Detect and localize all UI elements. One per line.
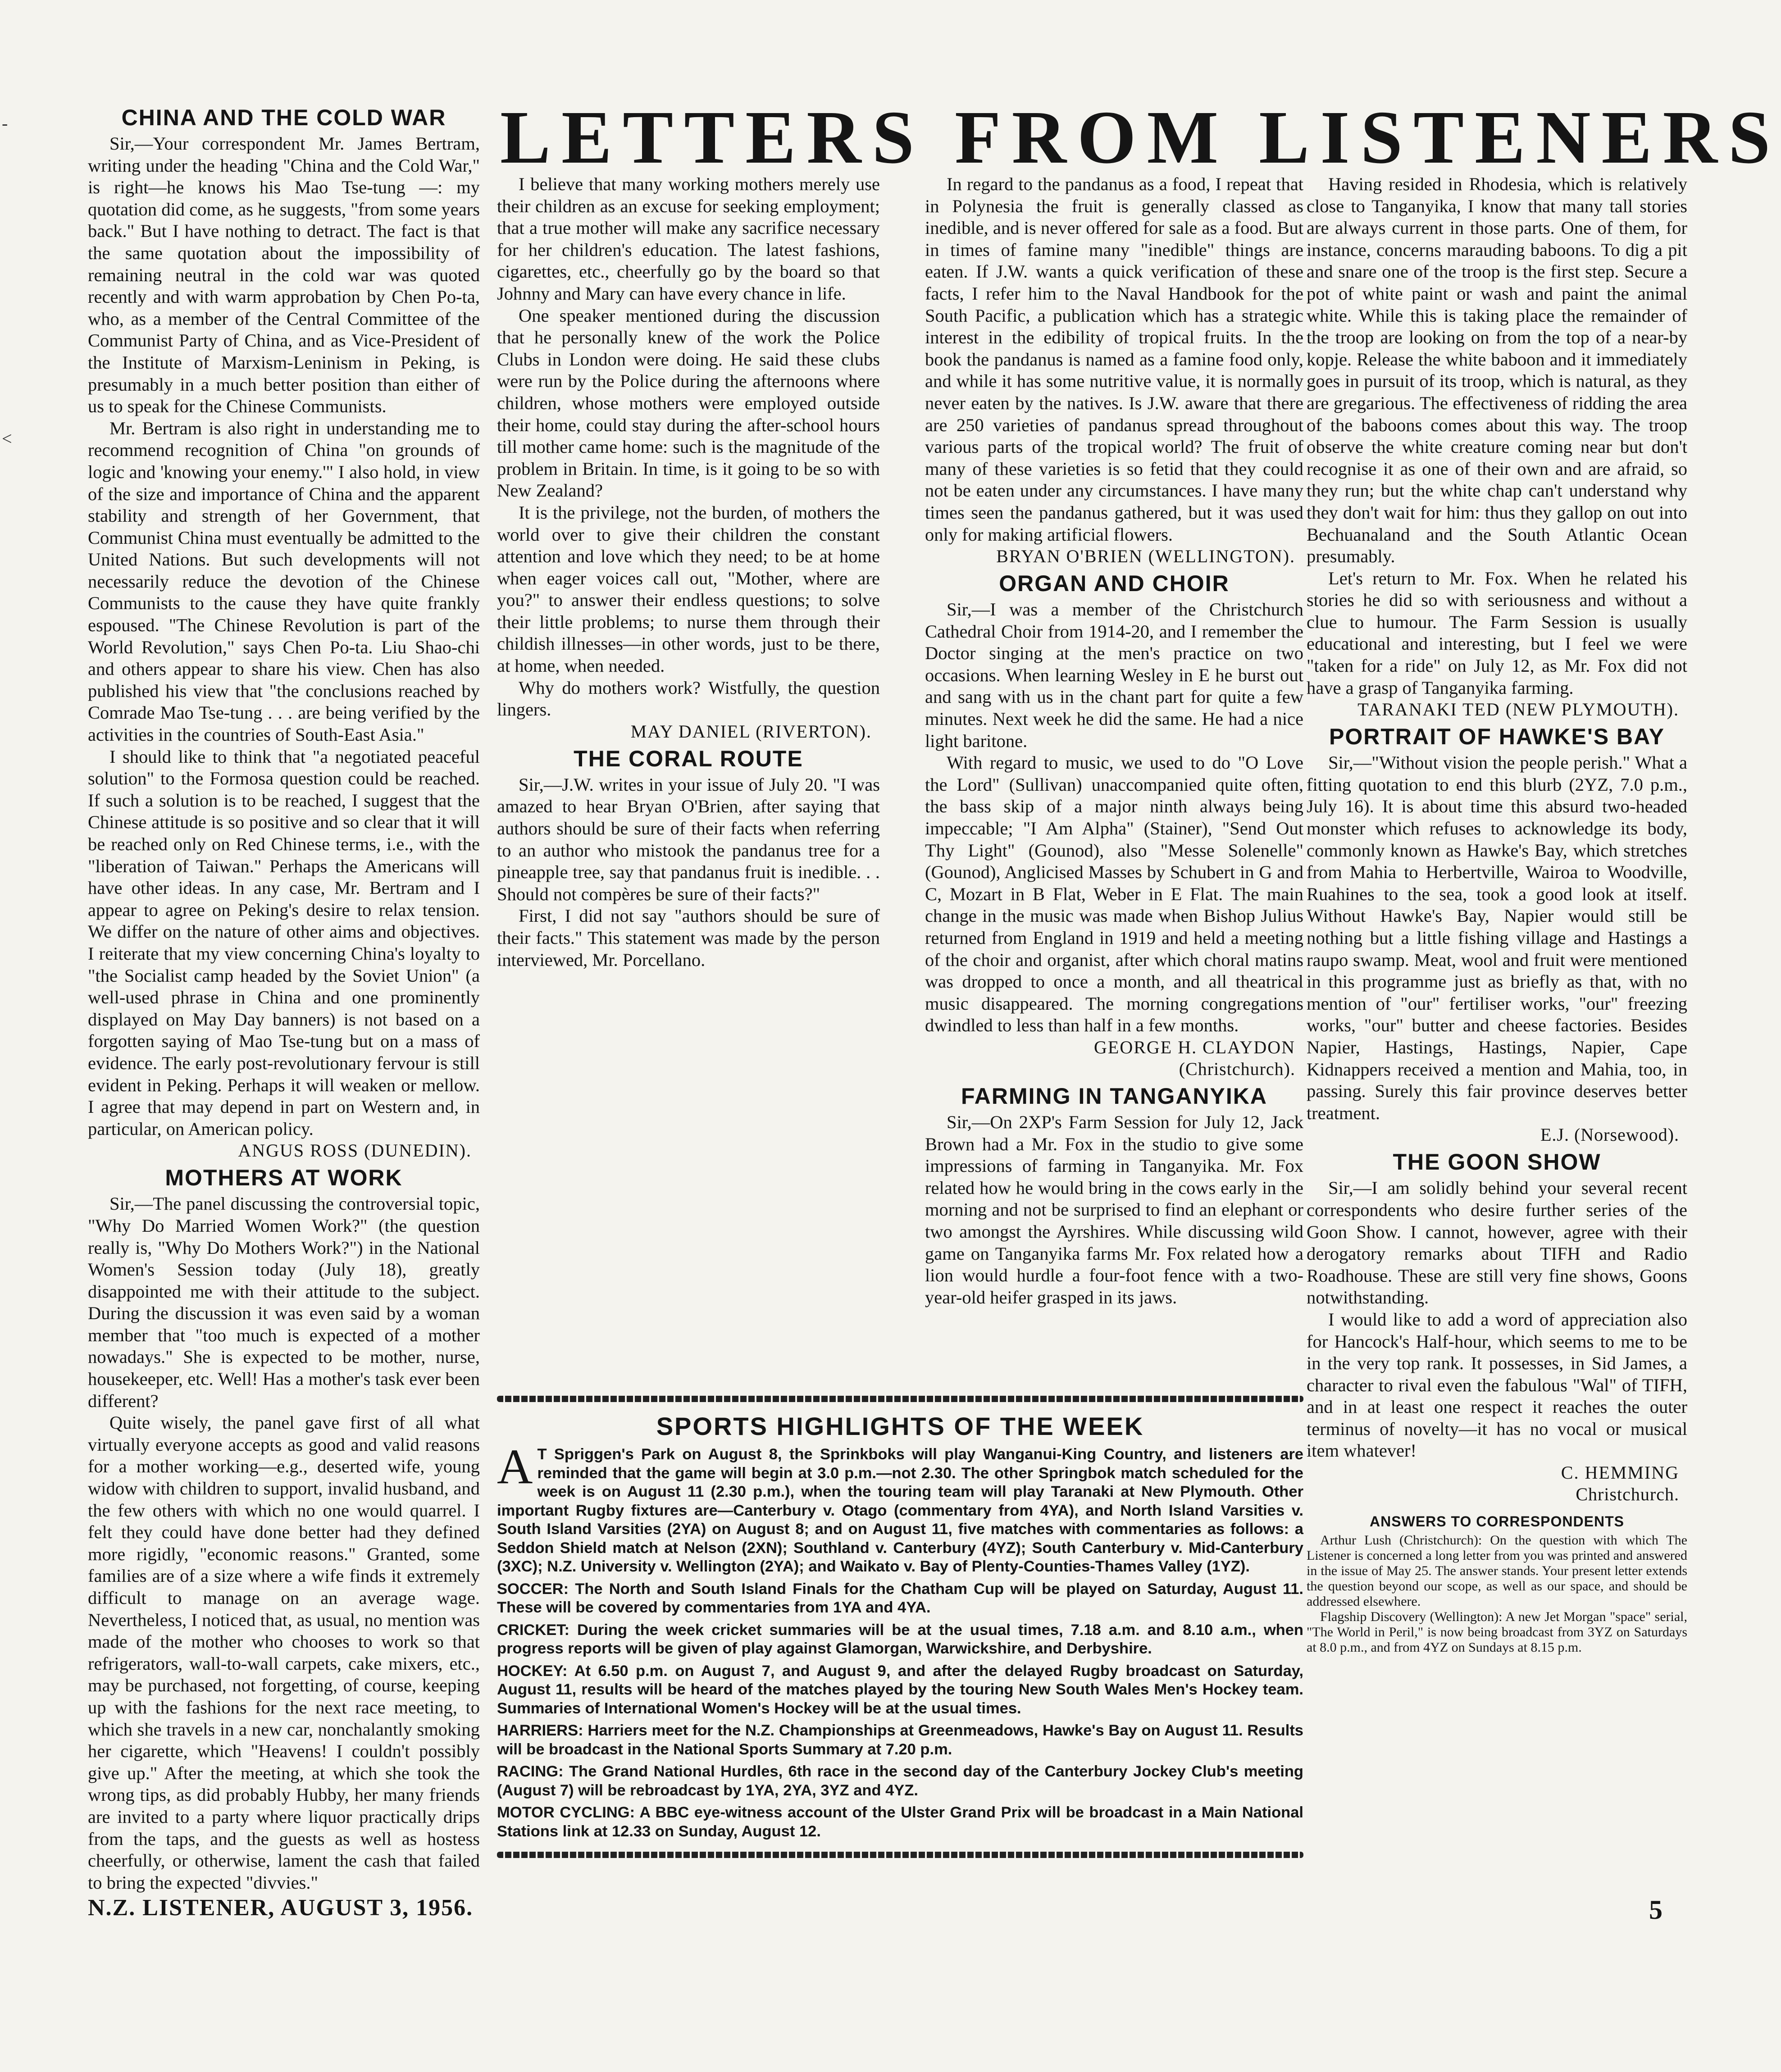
letter-paragraph: Sir,—I was a member of the Christchurch Cathedral Choir from 1914-20, and I remember the Doctor singing at the men's practice on two occasions. When learning Wesley in E he burst out and sang with us in the chant part for quite a few minutes. Next week he did the same. He had a nice light baritone.: [925, 599, 1303, 751]
letter-signature-china: ANGUS ROSS (DUNEDIN).: [238, 1140, 472, 1161]
letter-paragraph: I believe that many working mothers merely use their children as an excuse for seeking employment; that a true mother will make any sacrifice necessary for her children's education. The latest fashions, cigarettes, etc., cheerfully go by the board so that Johnny and Mary can have every chance in life.: [497, 174, 880, 304]
answers-heading: ANSWERS TO CORRESPONDENTS: [1370, 1513, 1624, 1530]
letter-paragraph: I should like to think that "a negotiated peaceful solution" to the Formosa question could be reached. If such a solution is to be reached, I suggest that the Chinese attitude is so positive and so clear that it will be reached only on Red Chinese terms, i.e., with the "liberation of Taiwan." Perhaps the Americans will have other ideas. In any case, Mr. Bertram and I appear to agree on Peking's desire to relax tension. We differ on the nature of other aims and objectives. I reiterate that my view concerning China's loyalty to "the Socialist camp headed by the Soviet Union" (a well-used phrase in China and one prominently displayed on May Day banners) is not based on a forgotten saying of Mao Tse-tung but on a mass of evidence. The early post-revolutionary fervour is still evident in Peking. Perhaps it will weaken or mellow. I agree that may depend in part on Western and, in particular, on American policy.: [88, 746, 480, 1139]
letter-signature-place-goon: Christchurch.: [1576, 1484, 1679, 1505]
sports-intro: [497, 1439, 1303, 1576]
sports-intro-text: T Spriggen's Park on August 8, the Sprinkboks will play Wanganui-King Country, and listeners are reminded that the game will begin at 3.0 p.m.—not 2.30. The other Springbok match scheduled for the week is on August 11 (2.30 p.m.), when the touring team will play Taranaki at New Plymouth. Other important Rugby fixtures are—Canterbury v. Otago (commentary from 4YA), and North Island Varsities v. South Island Varsities (2YA) on August 8; and on August 11, five matches with commentaries as follows: a Seddon Shield match at Nelson (2XN); Southland v. Canterbury (4YZ); South Canterbury v. Mid-Canterbury (3XC); N.Z. University v. Wellington (2YA); and Waikato v. Bay of Plenty-Counties-Thames Valley (1YZ).: [497, 1446, 1303, 1575]
letter-heading-hawkes: PORTRAIT OF HAWKE'S BAY: [1329, 724, 1665, 750]
wavy-rule-top: [497, 1396, 1303, 1402]
letter-paragraph: Sir,—"Without vision the people perish." What a fitting quotation to end this blurb (2YZ, 7.0 p.m., July 16). It is about time this absurd two-headed monster which refuses to acknowledge its body, commonly known as Hawke's Bay, which stretches from Mahia to Herbertville, Wairoa to Woodville, Ruahines to the sea, took a good look at itself. Without Hawke's Bay, Napier would still be nothing but a little fishing village and Hastings a raupo swamp. Meat, wool and fruit were mentioned in this programme just as briefly as that, with no mention of "our" fertiliser works, "our" freezing works, "our" butter and cheese factories. Besides Napier, Hastings, Hastings, Napier, Cape Kidnappers received a mention and Mahia, too, in passing. Surely this fair province deserves better treatment.: [1307, 752, 1687, 1123]
letter-heading-goon: THE GOON SHOW: [1393, 1149, 1601, 1175]
letter-paragraph: Mr. Bertram is also right in understanding me to recommend recognition of China "on grounds of logic and 'knowing your enemy.'" I also hold, in view of the size and importance of China and the apparent stability and strength of her Government, that Communist China must eventually be admitted to the United Nations. But such developments will not necessarily reduce the devotion of the Chinese Communists to the cause they have quite frankly espoused. "The Chinese Revolution is part of the World Revolution," says Chen Po-ta. Liu Shao-chi and others appear to share his view. Chen has also published his view that "the conclusions reached by Comrade Mao Tse-tung . . . are being verified by the activities in the countries of South-East Asia.": [88, 418, 480, 745]
letter-signature-organ: GEORGE H. CLAYDON: [1094, 1037, 1295, 1057]
wavy-rule-bottom: [497, 1852, 1303, 1858]
letter-paragraph: First, I did not say "authors should be sure of their facts." This statement was made by the person interviewed, Mr. Porcellano.: [497, 906, 880, 970]
sports-item: HOCKEY: At 6.50 p.m. on August 7, and August 9, and after the delayed Rugby broadcast on Saturday, August 11, results will be heard of the matches played by the touring New South Wales Men's Hockey team. Summaries of International Women's Hockey will be at the usual times.: [497, 1662, 1303, 1717]
letter-paragraph: Sir,—The panel discussing the controversial topic, "Why Do Married Women Work?" (the question really is, "Why Do Mothers Work?") in the National Women's Session today (July 18), greatly disappointed me with their attitude to the subject. During the discussion it was even said by a woman member that "too much is expected of a mother nowadays." She is expected to be mother, nurse, housekeeper, etc. Well! Has a mother's task ever been different?: [88, 1193, 480, 1411]
answer-item: Arthur Lush (Christchurch): On the question with which The Listener is concerned a long letter from you was printed and answered in the issue of May 25. The answer stands. Your present letter extends the question beyond our scope, as well as our space, and should be addressed elsewhere.: [1307, 1532, 1687, 1609]
letter-heading-mothers: MOTHERS AT WORK: [165, 1165, 403, 1191]
letter-signature-farming: TARANAKI TED (NEW PLYMOUTH).: [1357, 699, 1679, 720]
sports-highlights-box: [497, 1410, 1303, 1847]
answers-to-correspondents: [1307, 1511, 1687, 1655]
letter-paragraph: Why do mothers work? Wistfully, the question lingers.: [497, 677, 880, 720]
letter-paragraph: Sir,—I am solidly behind your several recent correspondents who desire further series of the Goon Show. I cannot, however, agree with their derogatory remarks about TIFH and Radio Roadhouse. These are still very fine shows, Goons notwithstanding.: [1307, 1178, 1687, 1308]
sports-item: CRICKET: During the week cricket summaries will be at the usual times, 7.18 a.m. and 8.10 a.m., when progress reports will be given of play against Glamorgan, Warwickshire, and Derbyshire.: [497, 1621, 1303, 1657]
sports-item: SOCCER: The North and South Island Finals for the Chatham Cup will be played on Saturday, August 11. These will be covered by commentaries from 1YA and 4YA.: [497, 1580, 1303, 1616]
sports-item: HARRIERS: Harriers meet for the N.Z. Championships at Greenmeadows, Hawke's Bay on August 11. Results will be broadcast in the National Sports Summary at 7.20 p.m.: [497, 1722, 1303, 1758]
letter-paragraph: It is the privilege, not the burden, of mothers the world over to give their children the constant attention and love which they need; to be at home when eager voices call out, "Mother, where are you?" to answer their endless questions; to solve their little problems; to nurse them through their childish illnesses—in other words, just to be there, at home, when needed.: [497, 502, 880, 676]
column-4: [1307, 173, 1687, 1953]
letter-paragraph: I would like to add a word of appreciation also for Hancock's Half-hour, which seems to me to be in the very top rank. It possesses, in Sid James, a character to rival even the fabulous "Wal" of TIFH, and in at least one respect it reaches the outer terminus of novelty—it has no vocal or musical item whatever!: [1307, 1309, 1687, 1461]
letter-signature-hawkes: E.J. (Norsewood).: [1540, 1125, 1679, 1145]
letter-paragraph: Quite wisely, the panel gave first of all what virtually everyone accepts as good and valid reasons for a mother working—e.g., deserted wife, young widow with children to support, invalid husband, and the few others with which no one would quarrel. I felt they could have done better had they defined more rigidly, "economic reasons." Granted, some families are of a size where a wife finds it extremely difficult to manage on an average wage. Nevertheless, I noticed that, as usual, no mention was made of the mother who chooses to work so that refrigerators, wall-to-wall carpets, cake mixers, etc., may be purchased, not forgetting, of course, keeping up with the fashions for the next race meeting, to which she travels in a new car, nonchalantly smoking her cigarette, which "Heavens! I couldn't possibly give up." After the meeting, at which she took the wrong tips, as did probably Hubby, her many friends are invited to a party where liquor practically drips from the taps, and the guests as well as hostess cheerfully, or otherwise, lament the cash that failed to bring the expected "divvies.": [88, 1412, 480, 1893]
letter-paragraph: Let's return to Mr. Fox. When he related his stories he did so with seriousness and without a clue to humour. The Farm Session is usually educational and interesting, but I feel we were "taken for a ride" on July 12, as Mr. Fox did not have a grasp of Tanganyika farming.: [1307, 568, 1687, 698]
page-number: 5: [1649, 1895, 1663, 1925]
sports-title: SPORTS HIGHLIGHTS OF THE WEEK: [656, 1412, 1144, 1440]
answer-item: Flagship Discovery (Wellington): A new Jet Morgan "space" serial, "The World in Peril," is now being broadcast from 3YZ on Saturdays at 8.0 p.m., and from 4YZ on Sundays at 8.15 p.m.: [1307, 1609, 1687, 1655]
scan-edge-mark: <: [2, 428, 12, 449]
column-3: [925, 173, 1303, 1390]
letter-paragraph: One speaker mentioned during the discussion that he personally knew of the work the Police Clubs in London were doing. He said these clubs were run by the Police during the afternoons where children, whose mothers were employed outside their home, could stay during the after-school hours till mother came home: such is the magnitude of the problem in Britain. In time, is it going to be so with New Zealand?: [497, 305, 880, 501]
drop-cap: A: [497, 1439, 533, 1494]
scan-edge-mark: -: [2, 113, 8, 133]
sports-item: RACING: The Grand National Hurdles, 6th race in the second day of the Canterbury Jockey Club's meeting (August 7) will be rebroadcast by 1YA, 2YA, 3YZ and 4YZ.: [497, 1763, 1303, 1799]
letter-paragraph: Sir,—Your correspondent Mr. James Bertram, writing under the heading "China and the Cold War," is right—he knows his Mao Tse-tung —: my quotation did come, as he suggests, "from some years back." But I have nothing to detract. The fact is that the same quotation about the impossibility of remaining neutral in the cold war was quoted recently and with warm approbation by Chen Po-ta, who, as a member of the Central Committee of the Communist Party of China, and as Vice-President of the Institute of Marxism-Leninism in Peking, is presumably in a much better position than either of us to speak for the Chinese Communists.: [88, 133, 480, 417]
letter-heading-coral: THE CORAL ROUTE: [574, 746, 803, 771]
letter-signature-goon: C. HEMMING: [1561, 1462, 1679, 1483]
letter-heading-china: CHINA AND THE COLD WAR: [121, 105, 446, 130]
letter-heading-farming: FARMING IN TANGANYIKA: [961, 1083, 1267, 1109]
letter-paragraph: Sir,—On 2XP's Farm Session for July 12, Jack Brown had a Mr. Fox in the studio to give some impressions of farming in Tanganyika. Mr. Fox related how he would bring in the cows early in the morning and not be surprised to find an elephant or two amongst the Ayrshires. While discussing wild game on Tanganyika farms Mr. Fox related how a lion would hurdle a four-foot fence with a two-year-old heifer grasped in its jaws.: [925, 1111, 1303, 1307]
sports-item: MOTOR CYCLING: A BBC eye-witness account of the Ulster Grand Prix will be broadcast in a Main National Stations link at 12.33 on Sunday, August 12.: [497, 1804, 1303, 1840]
letter-signature-mothers: MAY DANIEL (RIVERTON).: [630, 721, 872, 742]
column-1: [88, 101, 480, 1893]
footer-publication: N.Z. LISTENER, AUGUST 3, 1956.: [88, 1895, 474, 1921]
letter-paragraph: In regard to the pandanus as a food, I repeat that in Polynesia the fruit is generally classed as inedible, and is never offered for sale as a food. But in times of famine many "inedible" things are eaten. If J.W. wants a quick verification of these facts, I refer him to the Naval Handbook for the South Pacific, a publication which has a strategic interest in the edibility of tropical fruits. In the book the pandanus is named as a famine food only, and while it has some nutritive value, it is normally never eaten by the natives. Is J.W. aware that there are 250 varieties of pandanus spread throughout various parts of the tropical world? The fruit of many of these varieties is so fetid that they could not be eaten under any circumstances. I have many times seen the pandanus gathered, but it was used only for making artificial flowers.: [925, 174, 1303, 545]
letter-paragraph: Having resided in Rhodesia, which is relatively close to Tanganyika, I know that many tall stories are always current in those parts. One of them, for instance, concerns marauding baboons. To dig a pit and snare one of the troop is the first step. Secure a pot of white paint or wash and paint the animal white. While this is taking place the remainder of the troop are looking on from the top of a near-by kopje. Release the white baboon and it immediately goes in pursuit of its troop, which is natural, as they are gregarious. The effectiveness of ridding the area of the baboons comes about this way. The troop observe the white creature coming near but don't recognise it as one of their own and are afraid, so they run; but the white chap can't understand why they don't wait for him: thus they gallop on out into Bechuanaland and the South Atlantic Ocean presumably.: [1307, 174, 1687, 567]
letter-paragraph: With regard to music, we used to do "O Love the Lord" (Sullivan) unaccompanied quite often, the bass skip of a major ninth always being impeccable; "I Am Alpha" (Stainer), "Send Out Thy Light" (Gounod), also "Messe Solenelle" (Gounod), Anglicised Masses by Schubert in G and C, Mozart in B Flat, Weber in E Flat. The main change in the music was made when Bishop Julius returned from England in 1919 and held a meeting of the choir and organist, after which choral matins was dropped to once a month, and all theatrical music disappeared. The morning congregations dwindled to less than half in a few months.: [925, 752, 1303, 1036]
letter-signature-coral: BRYAN O'BRIEN (WELLINGTON).: [996, 546, 1295, 567]
letter-paragraph: Sir,—J.W. writes in your issue of July 20. "I was amazed to hear Bryan O'Brien, after saying that authors should be sure of their facts when referring to an author who mistook the pandanus tree for a pineapple tree, say that pandanus fruit is inedible. . . Should not compères be sure of their facts?": [497, 774, 880, 904]
letter-heading-organ: ORGAN AND CHOIR: [999, 571, 1230, 597]
masthead: LETTERS FROM LISTENERS: [500, 96, 1781, 179]
letter-signature-place-organ: (Christchurch).: [1179, 1058, 1295, 1079]
column-2: [497, 173, 880, 1390]
